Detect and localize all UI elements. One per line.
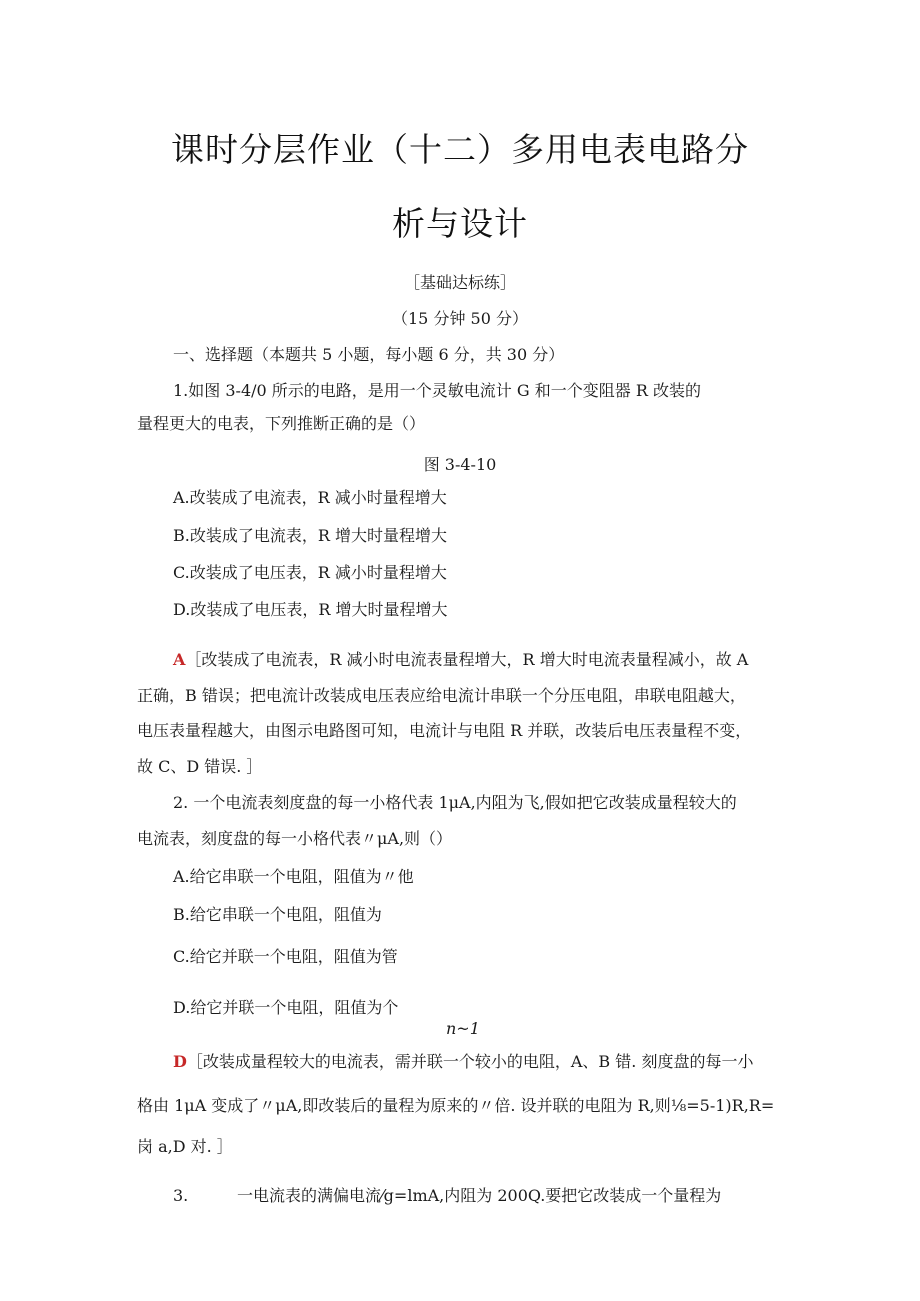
q2-explanation-line3: 岗 a,D 对. ］ — [137, 1137, 233, 1156]
q2-answer-line1 — [173, 1052, 753, 1072]
q1-answer-letter: A — [173, 650, 186, 669]
q2-stem-line1: 2. 一个电流表刻度盘的每一小格代表 1μA,内阻为飞,假如把它改装成量程较大的 — [173, 793, 737, 812]
q1-option-c: C.改装成了电压表，R 减小时量程增大 — [173, 563, 447, 582]
q3-stem-line1: 一电流表的满偏电流⁄g=lmA,内阻为 200Q.要把它改装成一个量程为 — [237, 1186, 722, 1205]
q2-stem-line2: 电流表，刻度盘的每一小格代表〃μA,则（） — [137, 829, 453, 848]
q2-option-b: B.给它串联一个电阻，阻值为 — [173, 905, 382, 924]
page-title-line2: 析与设计 — [392, 204, 528, 243]
q1-option-b: B.改装成了电流表，R 增大时量程增大 — [173, 526, 447, 545]
q2-option-a: A.给它串联一个电阻，阻值为〃他 — [173, 867, 414, 886]
q1-option-d: D.改装成了电压表，R 增大时量程增大 — [173, 600, 448, 619]
page-title-line1: 课时分层作业（十二）多用电表电路分 — [171, 130, 749, 169]
q1-explanation-line4: 故 C、D 错误. ］ — [137, 757, 263, 776]
q1-stem-line2: 量程更大的电表，下列推断正确的是（） — [137, 414, 426, 433]
q2-answer-letter: D — [173, 1052, 187, 1071]
q2-formula-fragment: n~1 — [446, 1019, 480, 1038]
section-label: ［基础达标练］ — [403, 273, 516, 292]
q2-option-d: D.给它并联一个电阻，阻值为个 — [173, 998, 399, 1017]
q2-explanation-line2: 格由 1μA 变成了〃μA,即改装后的量程为原来的〃倍. 设并联的电阻为 R,则⅛=5-1)R,R= — [137, 1096, 775, 1115]
q2-option-c: C.给它并联一个电阻，阻值为管 — [173, 947, 398, 966]
q1-option-a: A.改装成了电流表，R 减小时量程增大 — [173, 488, 447, 507]
q1-explanation-line2: 正确，B 错误；把电流计改装成电压表应给电流计串联一个分压电阻，串联电阻越大， — [137, 686, 746, 705]
section-heading: 一、选择题（本题共 5 小题，每小题 6 分，共 30 分） — [173, 345, 565, 364]
q1-answer-line1 — [173, 650, 748, 670]
q1-explanation-line3: 电压表量程越大，由图示电路图可知，电流计与电阻 R 并联，改装后电压表量程不变， — [137, 721, 752, 740]
q1-stem-line1: 1.如图 3-4/0 所示的电路，是用一个灵敏电流计 G 和一个变阻器 R 改装的 — [173, 381, 701, 400]
q2-explanation-line1: ［改装成量程较大的电流表，需并联一个较小的电阻，A、B 错. 刻度盘的每一小 — [186, 1052, 754, 1071]
q3-number: 3. — [173, 1186, 189, 1205]
time-info: （15 分钟 50 分） — [392, 309, 528, 328]
q1-figure-caption: 图 3-4-10 — [423, 455, 497, 474]
q1-explanation-line1: ［改装成了电流表，R 减小时电流表量程增大，R 增大时电流表量程减小，故 A — [185, 650, 749, 669]
